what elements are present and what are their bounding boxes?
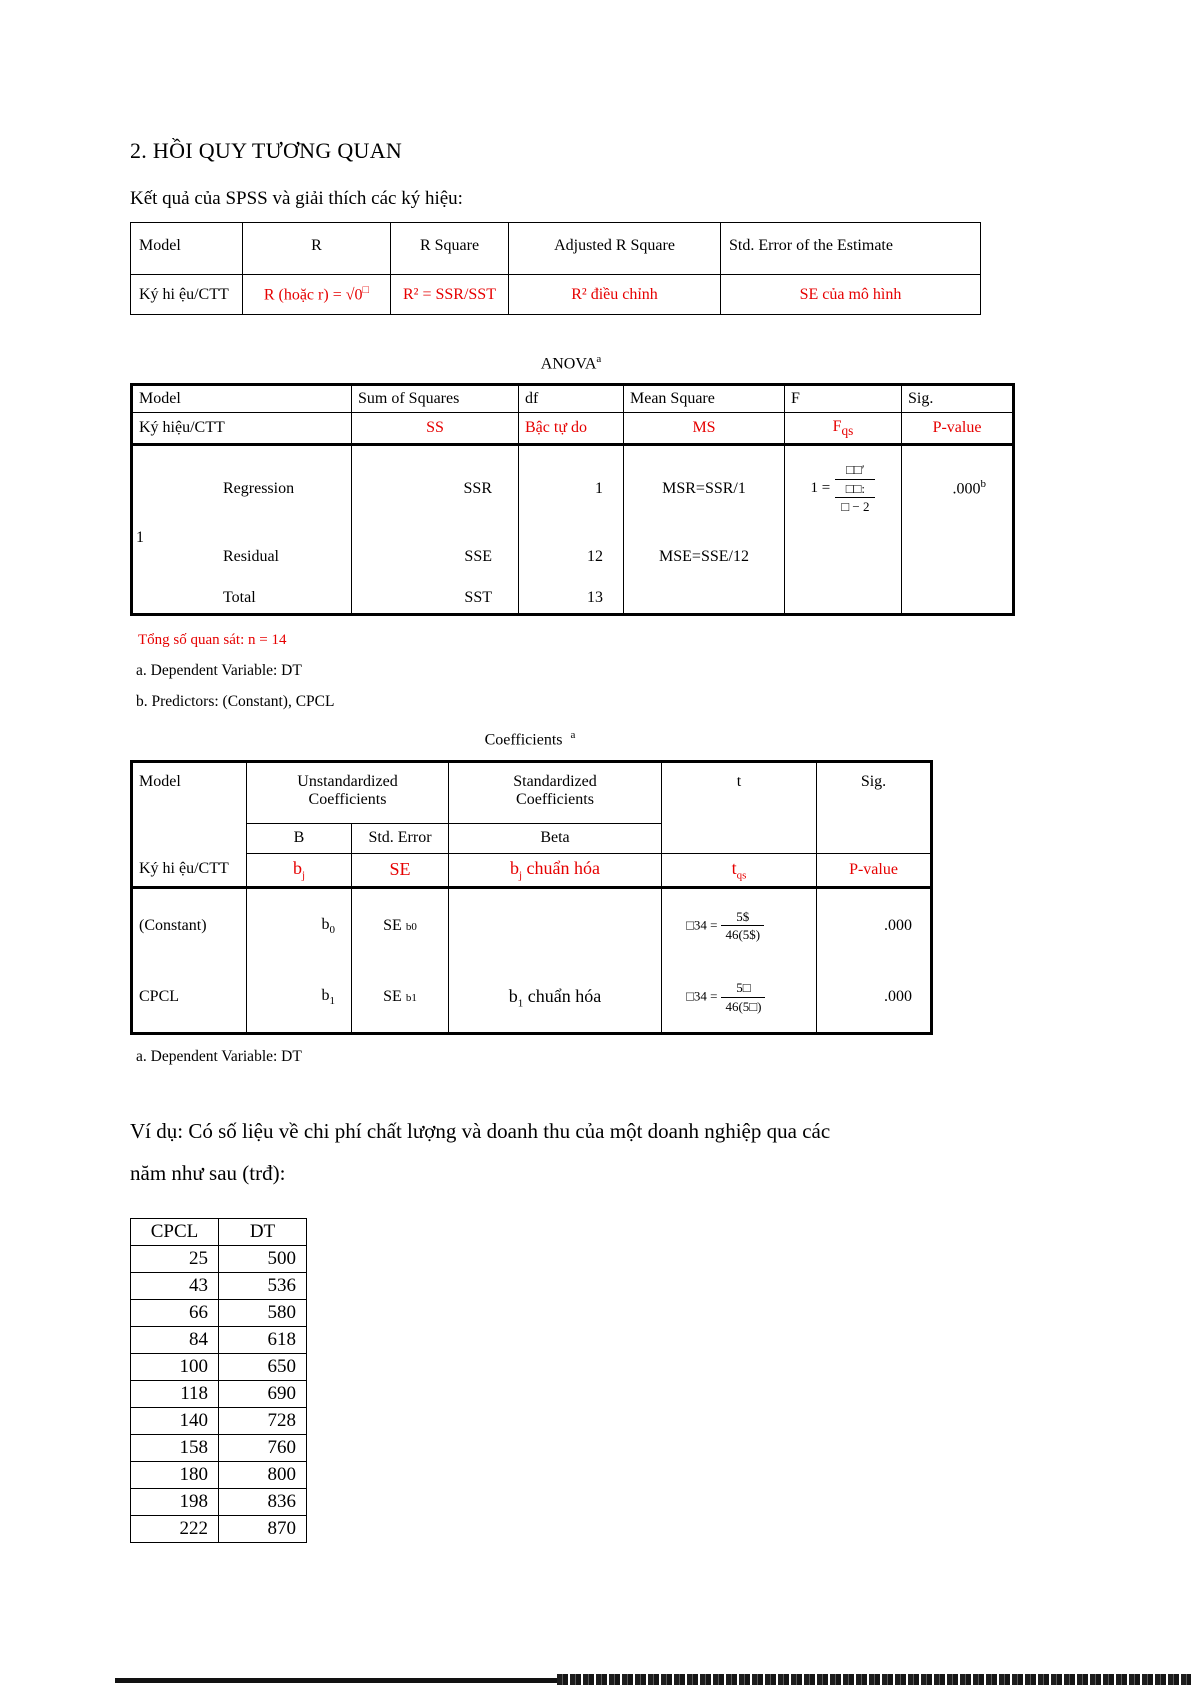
anova-f-formula: 1 = □□′ □□: □ − 2 xyxy=(785,445,902,531)
anova-footnote-b: b. Predictors: (Constant), CPCL xyxy=(136,693,335,711)
table-row xyxy=(131,1488,307,1515)
data-cell: 222 xyxy=(131,1515,219,1542)
table-row xyxy=(131,1515,307,1542)
model-summary-table xyxy=(130,222,981,315)
table-row xyxy=(131,1245,307,1272)
data-cell: 760 xyxy=(219,1434,307,1461)
data-cell: 836 xyxy=(219,1488,307,1515)
anova-total-label: Total xyxy=(132,583,352,615)
table-row xyxy=(131,1353,307,1380)
anova-residual-ss: SSE xyxy=(352,531,519,583)
model-summary-header-row xyxy=(131,223,981,275)
anova-row-residual xyxy=(132,531,1014,583)
coef-symbol-t: $t_{qs}$ xyxy=(662,853,817,887)
data-cell: 180 xyxy=(131,1461,219,1488)
footer-illegible-text xyxy=(557,1674,1191,1685)
coef-symbol-label: Ký hi ệu/CTT xyxy=(132,853,247,887)
symbol-std-error: SE của mô hình xyxy=(721,275,981,315)
coefficients-table xyxy=(130,760,933,1035)
header-cell-adj-r-square: Adjusted R Square xyxy=(509,223,721,275)
anova-header-model: Model xyxy=(132,385,352,413)
symbol-r-square: R² = SSR/SST xyxy=(391,275,509,315)
anova-header-df: df xyxy=(519,385,624,413)
coefficients-row-cpcl xyxy=(132,963,932,1033)
data-cell: 140 xyxy=(131,1407,219,1434)
coef-constant-se: SE b0 xyxy=(352,887,449,963)
coef-header-unstandardized: Unstandardized Coefficients xyxy=(247,761,449,823)
anova-symbol-label: Ký hiệu/CTT xyxy=(132,413,352,445)
data-cell: 618 xyxy=(219,1326,307,1353)
anova-regression-ss: SSR xyxy=(352,445,519,531)
data-cell: 118 xyxy=(131,1380,219,1407)
coefficients-symbol-row xyxy=(132,853,932,887)
page-title: 2. HỒI QUY TƯƠNG QUAN xyxy=(130,138,403,163)
data-cell: 580 xyxy=(219,1299,307,1326)
anova-regression-sig: .000$^b$ xyxy=(902,445,1014,531)
anova-row-total xyxy=(132,583,1014,615)
header-cell-model: Model xyxy=(131,223,243,275)
anova-residual-df: 12 xyxy=(519,531,624,583)
coef-header-t: t xyxy=(662,761,817,853)
coefficients-title: Coefficients $^a$ xyxy=(484,729,576,749)
data-cell: 650 xyxy=(219,1353,307,1380)
coef-symbol-se: SE xyxy=(352,853,449,887)
anova-regression-label: Regression xyxy=(132,445,352,531)
coefficients-footnote: a. Dependent Variable: DT xyxy=(136,1047,302,1065)
data-cell: 84 xyxy=(131,1326,219,1353)
anova-header-sig: Sig. xyxy=(902,385,1014,413)
data-cell: 800 xyxy=(219,1461,307,1488)
anova-total-df: 13 xyxy=(519,583,624,615)
data-cell: 870 xyxy=(219,1515,307,1542)
table-row xyxy=(131,1326,307,1353)
anova-footnote-a: a. Dependent Variable: DT xyxy=(136,662,302,680)
coef-header-sig: Sig. xyxy=(817,761,932,853)
data-cell: 728 xyxy=(219,1407,307,1434)
header-cell-std-error: Std. Error of the Estimate xyxy=(721,223,981,275)
data-cell: 43 xyxy=(131,1272,219,1299)
coef-cpcl-sig: .000 xyxy=(817,963,932,1033)
anova-residual-ms: MSE=SSE/12 xyxy=(624,531,785,583)
anova-header-ss: Sum of Squares xyxy=(352,385,519,413)
coef-constant-beta xyxy=(449,887,662,963)
header-cell-r: R xyxy=(243,223,391,275)
coef-symbol-sig: P-value xyxy=(817,853,932,887)
anova-symbol-ss: SS xyxy=(352,413,519,445)
symbol-adj-r-square: R² điều chỉnh xyxy=(509,275,721,315)
anova-symbol-f: $F_{qs}$ xyxy=(785,413,902,445)
anova-symbol-sig: P-value xyxy=(902,413,1014,445)
table-row xyxy=(131,1434,307,1461)
coef-symbol-b: $b_j$ xyxy=(247,853,352,887)
anova-table xyxy=(130,383,1015,616)
observation-note: Tổng số quan sát: n = 14 xyxy=(138,632,287,649)
symbol-label: Ký hi ệu/CTT xyxy=(131,275,243,315)
anova-header-row xyxy=(132,385,1014,413)
coef-header-std-error: Std. Error xyxy=(352,823,449,853)
data-cell: 66 xyxy=(131,1299,219,1326)
anova-title: ANOVA$^a$ xyxy=(540,353,602,373)
coef-cpcl-se: SE b1 xyxy=(352,963,449,1033)
example-data-table xyxy=(130,1218,307,1543)
anova-row-regression xyxy=(132,445,1014,531)
coef-symbol-beta: $b_j$ chuẩn hóa xyxy=(449,853,662,887)
data-cell: 536 xyxy=(219,1272,307,1299)
coef-header-standardized: Standardized Coefficients xyxy=(449,761,662,823)
coef-cpcl-t-formula: □34 = $\frac{5□}{46(5□)}$ xyxy=(662,963,817,1033)
model-summary-symbol-row xyxy=(131,275,981,315)
data-cell: 100 xyxy=(131,1353,219,1380)
anova-header-f: F xyxy=(785,385,902,413)
anova-header-ms: Mean Square xyxy=(624,385,785,413)
symbol-r: R (hoặc r) = √0□ xyxy=(243,275,391,315)
header-cell-r-square: R Square xyxy=(391,223,509,275)
data-cell: 25 xyxy=(131,1245,219,1272)
anova-regression-df: 1 xyxy=(519,445,624,531)
anova-model-number: 1 xyxy=(136,529,144,547)
coef-cpcl-label: CPCL xyxy=(132,963,247,1033)
data-table-header-row xyxy=(131,1218,307,1245)
coef-cpcl-b: $b_1$ xyxy=(247,963,352,1033)
table-row xyxy=(131,1461,307,1488)
intro-text: Kết quả của SPSS và giải thích các ký hiệu: xyxy=(130,188,463,209)
coef-constant-sig: .000 xyxy=(817,887,932,963)
example-paragraph: Ví dụ: Có số liệu về chi phí chất lượng và doanh thu của một doanh nghiệp qua các năm như sau (trđ): xyxy=(130,1118,831,1185)
table-row xyxy=(131,1407,307,1434)
anova-regression-ms: MSR=SSR/1 xyxy=(624,445,785,531)
coef-header-model: Model xyxy=(132,761,247,853)
coefficients-row-constant xyxy=(132,887,932,963)
data-cell: 500 xyxy=(219,1245,307,1272)
coef-constant-b: $b_0$ xyxy=(247,887,352,963)
coefficients-header-row-1 xyxy=(132,761,932,823)
anova-symbol-row xyxy=(132,413,1014,445)
table-row xyxy=(131,1272,307,1299)
anova-symbol-df: Bậc tự do xyxy=(519,413,624,445)
data-header-dt: DT xyxy=(219,1218,307,1245)
coef-header-b: B xyxy=(247,823,352,853)
anova-residual-label: Residual xyxy=(132,531,352,583)
anova-total-ss: SST xyxy=(352,583,519,615)
table-row xyxy=(131,1299,307,1326)
data-cell: 158 xyxy=(131,1434,219,1461)
coef-cpcl-beta: $b_1$ chuẩn hóa xyxy=(449,963,662,1033)
data-header-cpcl: CPCL xyxy=(131,1218,219,1245)
table-row xyxy=(131,1380,307,1407)
anova-symbol-ms: MS xyxy=(624,413,785,445)
coef-constant-t-formula: □34 = $\frac{5\$}{46(5\$)}$ xyxy=(662,887,817,963)
data-cell: 690 xyxy=(219,1380,307,1407)
footer-bar xyxy=(115,1678,557,1683)
data-cell: 198 xyxy=(131,1488,219,1515)
coef-constant-label: (Constant) xyxy=(132,887,247,963)
coef-header-beta: Beta xyxy=(449,823,662,853)
anova-table-wrap xyxy=(130,383,1012,616)
